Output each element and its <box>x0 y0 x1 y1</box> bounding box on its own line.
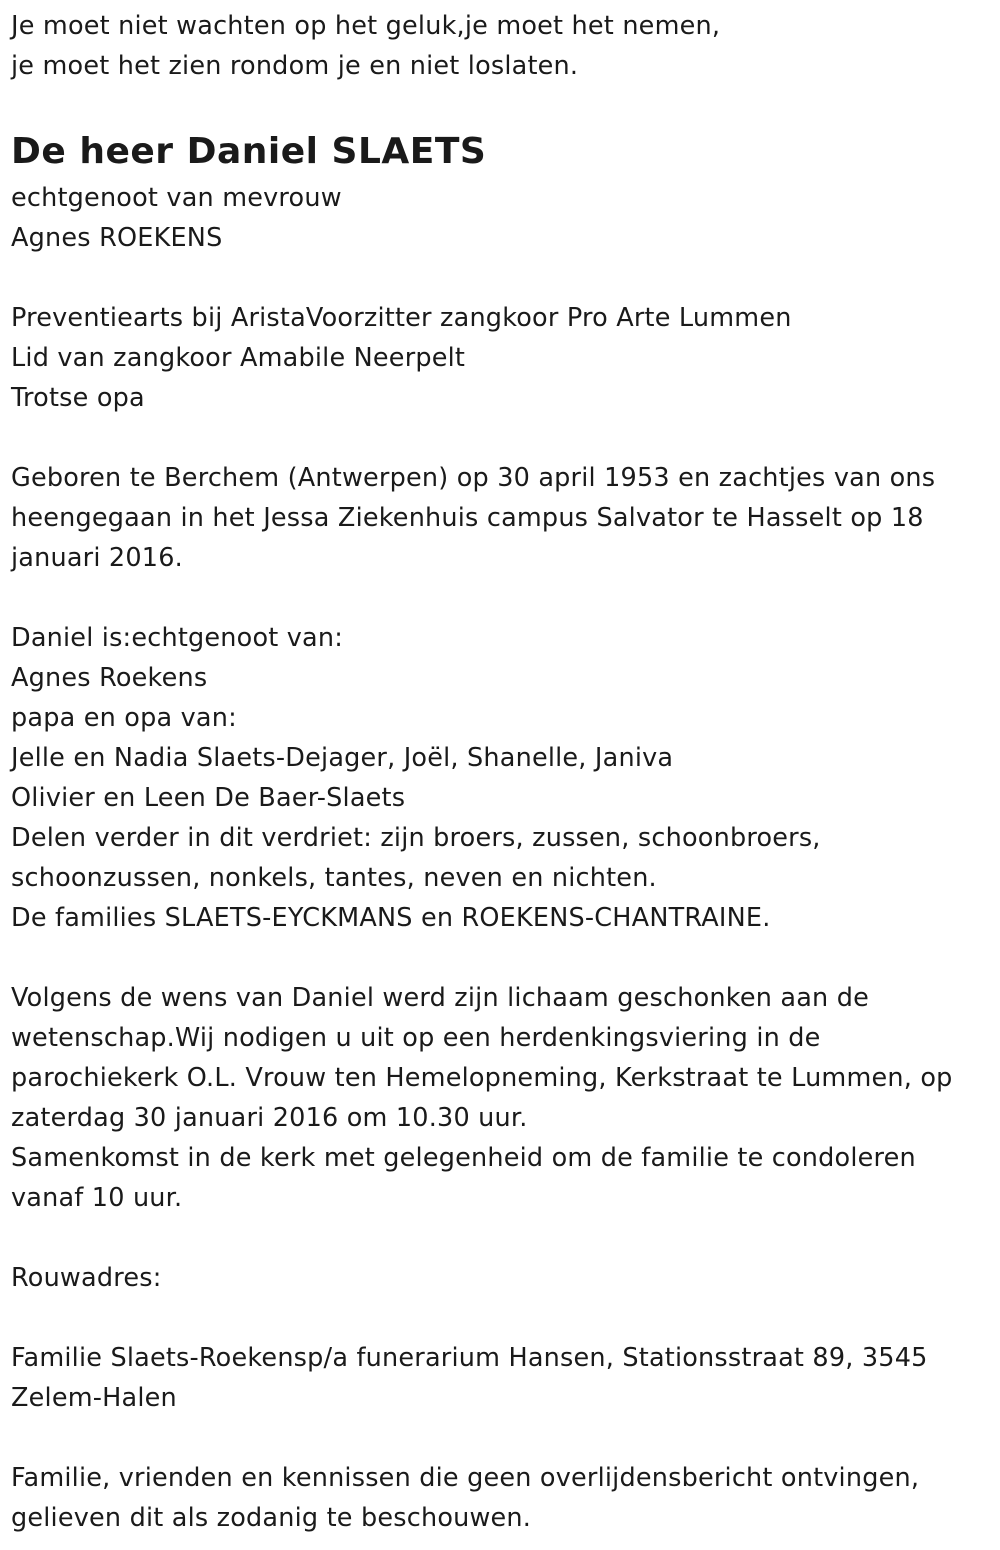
obituary-document <box>11 6 996 1538</box>
birth-death-line: januari 2016. <box>11 543 183 573</box>
motto-line: je moet het zien rondom je en niet loslaten. <box>11 51 579 81</box>
address-label: Rouwadres: <box>11 1263 162 1293</box>
family-block <box>11 618 996 938</box>
address-block <box>11 1338 996 1418</box>
closing-line: gelieven dit als zodanig te beschouwen. <box>11 1503 532 1533</box>
birth-death-line: heengegaan in het Jessa Ziekenhuis campus Salvator te Hasselt op 18 <box>11 503 924 533</box>
closing-line: Familie, vrienden en kennissen die geen overlijdensbericht ontvingen, <box>11 1463 920 1493</box>
ceremony-line: Volgens de wens van Daniel werd zijn lichaam geschonken aan de <box>11 983 869 1013</box>
closing-block <box>11 1458 996 1538</box>
family-line: De families SLAETS-EYCKMANS en ROEKENS-CHANTRAINE. <box>11 903 771 933</box>
role-line: Trotse opa <box>11 383 145 413</box>
spacer <box>11 258 996 298</box>
role-line: Lid van zangkoor Amabile Neerpelt <box>11 343 466 373</box>
ceremony-line: Samenkomst in de kerk met gelegenheid om de familie te condoleren <box>11 1143 916 1173</box>
birth-death-line: Geboren te Berchem (Antwerpen) op 30 april 1953 en zachtjes van ons <box>11 463 936 493</box>
family-line: Agnes Roekens <box>11 663 208 693</box>
family-line: Jelle en Nadia Slaets-Dejager, Joël, Shanelle, Janiva <box>11 743 674 773</box>
spacer <box>11 1218 996 1258</box>
spacer <box>11 938 996 978</box>
roles-block <box>11 298 996 418</box>
ceremony-block <box>11 978 996 1218</box>
address-line: Zelem-Halen <box>11 1383 177 1413</box>
family-line: papa en opa van: <box>11 703 237 733</box>
role-line: Preventiearts bij AristaVoorzitter zangkoor Pro Arte Lummen <box>11 303 792 333</box>
deceased-name-title: De heer Daniel SLAETS <box>11 131 487 172</box>
spouse-line: echtgenoot van mevrouw <box>11 183 342 213</box>
family-line: Olivier en Leen De Baer-Slaets <box>11 783 406 813</box>
spouse-line: Agnes ROEKENS <box>11 223 223 253</box>
ceremony-line: parochiekerk O.L. Vrouw ten Hemelopneming, Kerkstraat te Lummen, op <box>11 1063 953 1093</box>
motto-block <box>11 6 996 86</box>
ceremony-line: wetenschap.Wij nodigen u uit op een herdenkingsviering in de <box>11 1023 821 1053</box>
spacer <box>11 1418 996 1458</box>
address-line: Familie Slaets-Roekensp/a funerarium Hansen, Stationsstraat 89, 3545 <box>11 1343 928 1373</box>
birth-death-block <box>11 458 996 578</box>
motto-line: Je moet niet wachten op het geluk,je moet het nemen, <box>11 11 721 41</box>
ceremony-line: vanaf 10 uur. <box>11 1183 183 1213</box>
family-line: Daniel is:echtgenoot van: <box>11 623 344 653</box>
spacer <box>11 418 996 458</box>
family-line: Delen verder in dit verdriet: zijn broers, zussen, schoonbroers, <box>11 823 821 853</box>
spacer <box>11 578 996 618</box>
family-line: schoonzussen, nonkels, tantes, neven en nichten. <box>11 863 657 893</box>
ceremony-line: zaterdag 30 januari 2016 om 10.30 uur. <box>11 1103 528 1133</box>
spouse-block <box>11 178 996 258</box>
spacer <box>11 1298 996 1338</box>
